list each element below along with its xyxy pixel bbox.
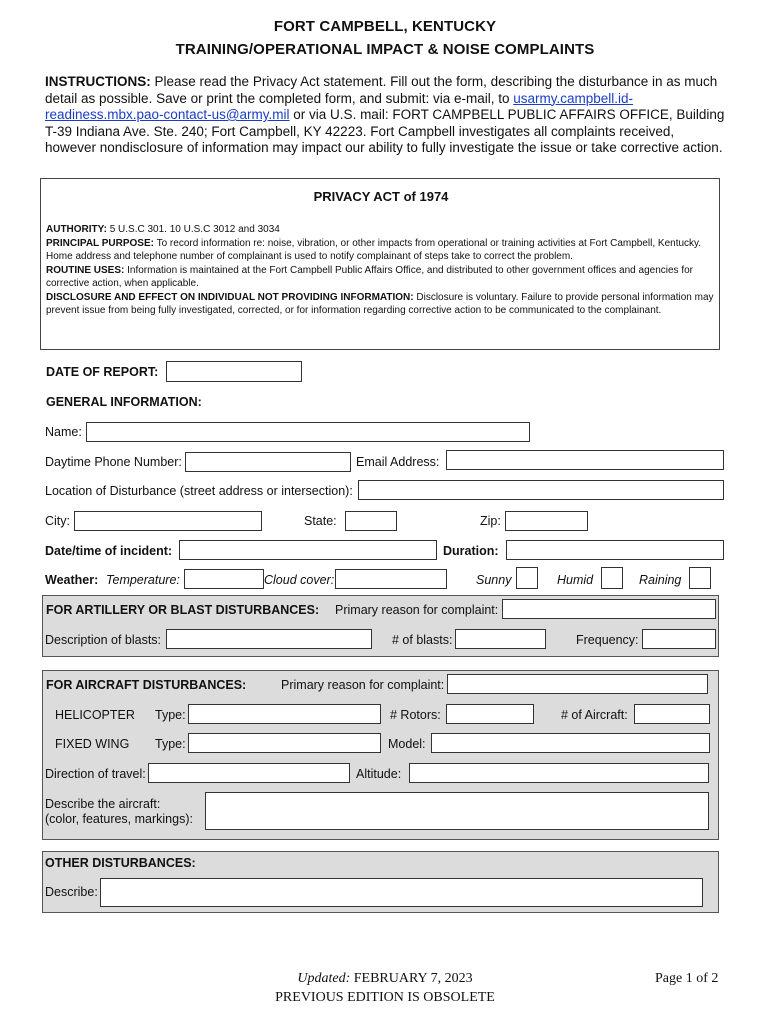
raining-checkbox[interactable] (689, 567, 711, 589)
daytime-phone-label: Daytime Phone Number: (45, 455, 182, 469)
name-label: Name: (45, 425, 82, 439)
city-label: City: (45, 514, 70, 528)
sunny-checkbox[interactable] (516, 567, 538, 589)
disclosure-paragraph (46, 291, 714, 318)
other-describe-field[interactable] (100, 878, 703, 907)
aircraft-primary-reason-field[interactable] (447, 674, 708, 694)
instructions (45, 74, 725, 157)
email-address-field[interactable] (446, 450, 724, 470)
page-number: Page 1 of 2 (655, 971, 719, 986)
direction-of-travel-label: Direction of travel: (45, 767, 146, 781)
privacy-act-body (46, 223, 714, 318)
description-of-blasts-field[interactable] (166, 629, 372, 649)
datetime-label: Date/time of incident: (45, 544, 173, 558)
location-label: Location of Disturbance (street address or intersection): (45, 484, 353, 498)
obsolete-notice: PREVIOUS EDITION IS OBSOLETE (275, 990, 495, 1005)
contact-email-link[interactable]: usarmy.campbell.id-readiness.mbx.pao-contact-us@army.mil (45, 90, 634, 122)
purpose-label: PRINCIPAL PURPOSE: (46, 237, 154, 249)
location-field[interactable] (358, 480, 724, 500)
description-of-blasts-label: Description of blasts: (45, 633, 162, 647)
rotors-label: # Rotors: (390, 708, 441, 722)
humid-label: Humid (557, 573, 594, 587)
num-aircraft-label: # of Aircraft: (561, 708, 628, 722)
helicopter-label: HELICOPTER (55, 708, 135, 722)
updated-label: Updated: (297, 971, 351, 986)
email-address-label: Email Address: (356, 455, 440, 469)
fixed-wing-type-field[interactable] (188, 733, 381, 753)
date-of-report-field[interactable] (166, 361, 302, 382)
form-subtitle: TRAINING/OPERATIONAL IMPACT & NOISE COMPLAINTS (175, 41, 595, 58)
temperature-label: Temperature: (106, 573, 180, 587)
instructions-text-1: Please read the Privacy Act statement. Fill out the form, describing the disturbance in as much detail as possible. Save or print the completed form, and submit: via e-mail, to (45, 74, 718, 106)
artillery-primary-reason-label: Primary reason for complaint: (335, 603, 499, 617)
purpose-text: To record information re: noise, vibration, or other impacts from operational or training activities at Fort Campbell, Kentucky. Home address and telephone number of complainant is used to notify complainant of steps take to correct the problem. (46, 237, 702, 262)
helicopter-type-label: Type: (155, 708, 186, 722)
raining-label: Raining (639, 573, 682, 587)
zip-field[interactable] (505, 511, 588, 531)
other-describe-label: Describe: (45, 885, 98, 899)
num-aircraft-field[interactable] (634, 704, 710, 724)
sunny-label: Sunny (476, 573, 512, 587)
duration-field[interactable] (506, 540, 724, 560)
describe-aircraft-label-1: Describe the aircraft: (45, 797, 161, 811)
instructions-text-2: or via U.S. mail: FORT CAMPBELL PUBLIC AFFAIRS OFFICE, Building T-39 Indiana Ave. Ste. 240; Fort Campbell, KY 42223. Fort Campbell investigates all complaints received, however nondisclosure of information may impact our ability to fully investigate the issue or take corrective action. (45, 107, 725, 155)
describe-aircraft-label-2: (color, features, markings): (45, 812, 193, 826)
cloud-cover-label: Cloud cover: (264, 573, 335, 587)
frequency-field[interactable] (642, 629, 716, 649)
altitude-label: Altitude: (356, 767, 402, 781)
form-title: FORT CAMPBELL, KENTUCKY (273, 18, 497, 35)
name-field[interactable] (86, 422, 530, 442)
duration-label: Duration: (443, 544, 499, 558)
other-disturbances-heading: OTHER DISTURBANCES: (45, 856, 196, 870)
model-field[interactable] (431, 733, 710, 753)
city-field[interactable] (74, 511, 262, 531)
temperature-field[interactable] (184, 569, 264, 589)
routine-paragraph (46, 264, 714, 291)
date-of-report-label: DATE OF REPORT: (46, 365, 159, 379)
frequency-label: Frequency: (576, 633, 639, 647)
cloud-cover-field[interactable] (335, 569, 447, 589)
routine-label: ROUTINE USES: (46, 264, 125, 276)
aircraft-primary-reason-label: Primary reason for complaint: (281, 678, 445, 692)
helicopter-type-field[interactable] (188, 704, 381, 724)
daytime-phone-field[interactable] (185, 452, 351, 472)
state-label: State: (304, 514, 337, 528)
state-field[interactable] (345, 511, 397, 531)
rotors-field[interactable] (446, 704, 534, 724)
artillery-heading: FOR ARTILLERY OR BLAST DISTURBANCES: (46, 603, 320, 617)
disclosure-label: DISCLOSURE AND EFFECT ON INDIVIDUAL NOT PROVIDING INFORMATION: (46, 291, 414, 303)
privacy-act-box (40, 178, 720, 350)
fixed-wing-label: FIXED WING (55, 737, 130, 751)
zip-label: Zip: (480, 514, 501, 528)
purpose-paragraph (46, 237, 714, 264)
aircraft-heading: FOR AIRCRAFT DISTURBANCES: (46, 678, 247, 692)
artillery-primary-reason-field[interactable] (502, 599, 716, 619)
datetime-field[interactable] (179, 540, 437, 560)
instructions-label: INSTRUCTIONS: (45, 74, 151, 89)
general-information-heading: GENERAL INFORMATION: (46, 395, 202, 409)
num-blasts-field[interactable] (455, 629, 546, 649)
direction-of-travel-field[interactable] (148, 763, 350, 783)
model-label: Model: (388, 737, 426, 751)
weather-label: Weather: (45, 573, 99, 587)
num-blasts-label: # of blasts: (392, 633, 453, 647)
describe-aircraft-field[interactable] (205, 792, 709, 830)
disclosure-text: Disclosure is voluntary. Failure to provide personal information may prevent issue from being fully investigated, corrected, or for information regarding corrective action to be communicated to the complainant. (46, 291, 714, 316)
routine-text: Information is maintained at the Fort Campbell Public Affairs Office, and distributed to other government offices and agencies for corrective action, when applicable. (46, 264, 693, 289)
authority-paragraph (46, 223, 714, 237)
privacy-act-title: PRIVACY ACT of 1974 (313, 189, 449, 204)
humid-checkbox[interactable] (601, 567, 623, 589)
fixed-wing-type-label: Type: (155, 737, 186, 751)
authority-label: AUTHORITY: (46, 224, 107, 235)
updated-date: FEBRUARY 7, 2023 (350, 971, 473, 986)
authority-text: 5 U.S.C 301. 10 U.S.C 3012 and 3034 (106, 224, 280, 235)
altitude-field[interactable] (409, 763, 709, 783)
